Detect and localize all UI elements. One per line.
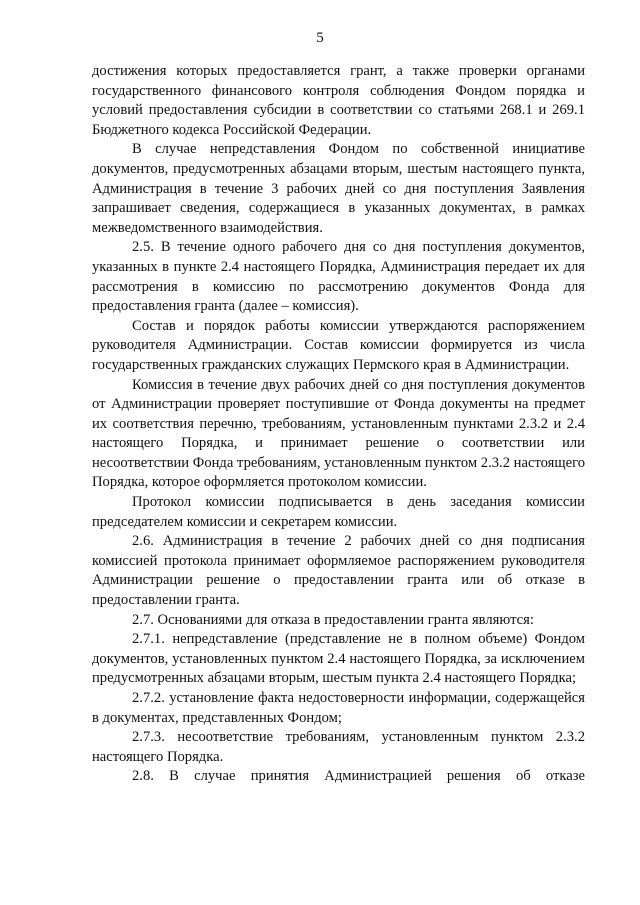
paragraph-2-7: 2.7. Основаниями для отказа в предоставлении гранта являются: (132, 611, 534, 628)
paragraph-2-7-2: 2.7.2. установление факта недостоверности информации, содержащейся в документах, представленных Фондом; (92, 690, 585, 726)
paragraph-2-7-1: 2.7.1. непредставление (представление не в полном объеме) Фондом документов, установленных пунктом 2.4 настоящего Порядка, за исключением предусмотренных абзацами вторым, шестым пункта 2.4 настоящего Порядка; (92, 631, 585, 687)
paragraph-2-8: 2.8. В случае принятия Администрацией решения об отказе (132, 768, 585, 785)
paragraph-2-6: 2.6. Администрация в течение 2 рабочих дней со дня подписания комиссией протокола принимает оформляемое распоряжением руководителя Администрации решение о предоставлении гранта или об отказе в предоставлении гранта. (92, 533, 585, 609)
paragraph-2-5: 2.5. В течение одного рабочего дня со дня поступления документов, указанных в пункте 2.4 настоящего Порядка, Администрация передает их для рассмотрения в комиссию по рассмотрению документов Фонда для предоставления гранта (далее – комиссия). (92, 239, 585, 315)
paragraph-nonsubmission: В случае непредставления Фондом по собственной инициативе документов, предусмотренных абзацами вторым, шестым настоящего пункта, Администрация в течение 3 рабочих дней со дня поступления Заявления запрашивает сведения, содержащиеся в указанных документах, в рамках межведомственного взаимодействия. (92, 141, 585, 236)
paragraph-2-7-3: 2.7.3. несоответствие требованиям, установленным пунктом 2.3.2 настоящего Порядка. (92, 729, 585, 765)
document-body (92, 62, 585, 787)
paragraph-commission-review: Комиссия в течение двух рабочих дней со дня поступления документов от Администрации проверяет поступившие от Фонда документы на предмет их соответствия перечню, требованиям, установленным пунктами 2.3.2 и 2.4 настоящего Порядка, и принимает решение о соответствии или несоответствии Фонда требованиям, установленным пунктом 2.3.2 настоящего Порядка, которое оформляется протоколом комиссии. (92, 376, 585, 491)
paragraph-commission-composition: Состав и порядок работы комиссии утверждаются распоряжением руководителя Администрации. Состав комиссии формируется из числа государственных гражданских служащих Пермского края в Администрации. (92, 317, 585, 373)
paragraph-continuation: достижения которых предоставляется грант, а также проверки органами государственного финансового контроля соблюдения Фондом порядка и условий предоставления субсидии в соответствии со статьями 268.1 и 269.1 Бюджетного кодекса Российской Федерации. (92, 63, 585, 138)
page-number: 5 (316, 30, 324, 46)
paragraph-protocol: Протокол комиссии подписывается в день заседания комиссии председателем комиссии и секретарем комиссии. (92, 494, 585, 530)
